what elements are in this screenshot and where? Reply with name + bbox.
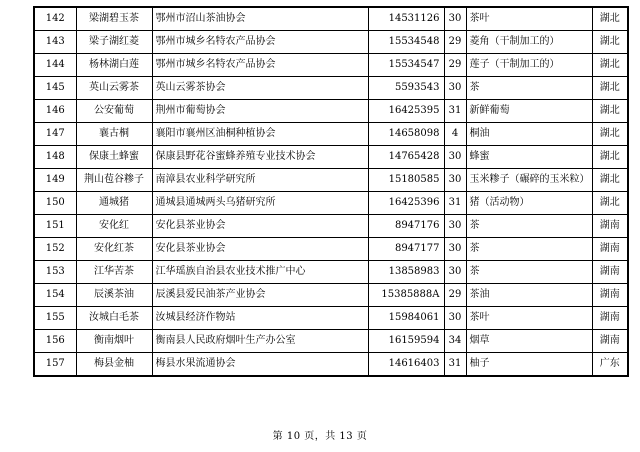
registration-number-cell: 8947177 [368, 238, 444, 261]
class-number-cell: 29 [444, 31, 466, 54]
trademark-name-cell: 衡南烟叶 [76, 330, 152, 353]
registrant-org-cell: 衡南县人民政府烟叶生产办公室 [152, 330, 368, 353]
province-cell: 广东 [592, 353, 628, 377]
trademark-name-cell: 辰溪茶油 [76, 284, 152, 307]
registration-number-cell: 14658098 [368, 123, 444, 146]
registration-number-cell: 14616403 [368, 353, 444, 377]
row-number-cell: 147 [34, 123, 76, 146]
row-number-cell: 143 [34, 31, 76, 54]
class-number-cell: 4 [444, 123, 466, 146]
table-row [34, 215, 628, 238]
trademark-name-cell: 梅县金柚 [76, 353, 152, 377]
registrant-org-cell: 汝城县经济作物站 [152, 307, 368, 330]
registrant-org-cell: 荆州市葡萄协会 [152, 100, 368, 123]
class-number-cell: 31 [444, 192, 466, 215]
product-name-cell: 茶 [466, 261, 592, 284]
province-cell: 湖南 [592, 284, 628, 307]
registration-number-cell: 15385888A [368, 284, 444, 307]
product-name-cell: 烟草 [466, 330, 592, 353]
table-row [34, 100, 628, 123]
trademark-name-cell: 公安葡萄 [76, 100, 152, 123]
province-cell: 湖南 [592, 307, 628, 330]
province-cell: 湖北 [592, 7, 628, 31]
trademark-name-cell: 汝城白毛茶 [76, 307, 152, 330]
product-name-cell: 茶 [466, 215, 592, 238]
province-cell: 湖北 [592, 123, 628, 146]
row-number-cell: 148 [34, 146, 76, 169]
class-number-cell: 29 [444, 54, 466, 77]
row-number-cell: 144 [34, 54, 76, 77]
trademark-name-cell: 通城猪 [76, 192, 152, 215]
trademark-table [33, 6, 629, 377]
table-row [34, 261, 628, 284]
table-row [34, 330, 628, 353]
trademark-name-cell: 江华苦茶 [76, 261, 152, 284]
class-number-cell: 30 [444, 77, 466, 100]
table-body [34, 7, 628, 376]
class-number-cell: 30 [444, 307, 466, 330]
registrant-org-cell: 江华瑶族自治县农业技术推广中心 [152, 261, 368, 284]
registration-number-cell: 15984061 [368, 307, 444, 330]
trademark-name-cell: 杨林湖白莲 [76, 54, 152, 77]
registrant-org-cell: 保康县野花谷蜜蜂养殖专业技术协会 [152, 146, 368, 169]
product-name-cell: 莲子（干制加工的） [466, 54, 592, 77]
class-number-cell: 30 [444, 238, 466, 261]
registration-number-cell: 15534547 [368, 54, 444, 77]
table-row [34, 307, 628, 330]
registrant-org-cell: 鄂州市城乡名特农产品协会 [152, 31, 368, 54]
registration-number-cell: 16159594 [368, 330, 444, 353]
registration-number-cell: 16425396 [368, 192, 444, 215]
registrant-org-cell: 安化县茶业协会 [152, 215, 368, 238]
row-number-cell: 142 [34, 7, 76, 31]
row-number-cell: 152 [34, 238, 76, 261]
class-number-cell: 29 [444, 284, 466, 307]
trademark-name-cell: 荆山苞谷糁子 [76, 169, 152, 192]
product-name-cell: 茶 [466, 77, 592, 100]
registration-number-cell: 15534548 [368, 31, 444, 54]
province-cell: 湖北 [592, 100, 628, 123]
registrant-org-cell: 辰溪县爱民油茶产业协会 [152, 284, 368, 307]
product-name-cell: 玉米糁子（碾碎的玉米粒） [466, 169, 592, 192]
province-cell: 湖北 [592, 54, 628, 77]
class-number-cell: 30 [444, 261, 466, 284]
trademark-name-cell: 梁湖碧玉茶 [76, 7, 152, 31]
row-number-cell: 153 [34, 261, 76, 284]
table-row [34, 238, 628, 261]
province-cell: 湖北 [592, 31, 628, 54]
row-number-cell: 151 [34, 215, 76, 238]
product-name-cell: 蜂蜜 [466, 146, 592, 169]
row-number-cell: 154 [34, 284, 76, 307]
table-row [34, 146, 628, 169]
registration-number-cell: 5593543 [368, 77, 444, 100]
product-name-cell: 茶叶 [466, 7, 592, 31]
row-number-cell: 149 [34, 169, 76, 192]
product-name-cell: 猪（活动物） [466, 192, 592, 215]
province-cell: 湖南 [592, 261, 628, 284]
page-footer: 第 10 页，共 13 页 [272, 431, 368, 442]
row-number-cell: 155 [34, 307, 76, 330]
province-cell: 湖北 [592, 146, 628, 169]
province-cell: 湖北 [592, 169, 628, 192]
row-number-cell: 145 [34, 77, 76, 100]
class-number-cell: 30 [444, 146, 466, 169]
product-name-cell: 茶叶 [466, 307, 592, 330]
row-number-cell: 157 [34, 353, 76, 377]
class-number-cell: 31 [444, 100, 466, 123]
registration-number-cell: 16425395 [368, 100, 444, 123]
table-row [34, 169, 628, 192]
class-number-cell: 30 [444, 215, 466, 238]
registrant-org-cell: 鄂州市城乡名特农产品协会 [152, 54, 368, 77]
product-name-cell: 柚子 [466, 353, 592, 377]
registration-number-cell: 15180585 [368, 169, 444, 192]
province-cell: 湖南 [592, 238, 628, 261]
registrant-org-cell: 襄阳市襄州区油桐种植协会 [152, 123, 368, 146]
row-number-cell: 146 [34, 100, 76, 123]
province-cell: 湖北 [592, 77, 628, 100]
table-row [34, 31, 628, 54]
registration-number-cell: 14531126 [368, 7, 444, 31]
table-row [34, 7, 628, 31]
trademark-name-cell: 安化红茶 [76, 238, 152, 261]
table-row [34, 123, 628, 146]
class-number-cell: 30 [444, 169, 466, 192]
product-name-cell: 菱角（干制加工的） [466, 31, 592, 54]
province-cell: 湖北 [592, 192, 628, 215]
class-number-cell: 30 [444, 7, 466, 31]
class-number-cell: 34 [444, 330, 466, 353]
province-cell: 湖南 [592, 330, 628, 353]
trademark-name-cell: 梁子湖红菱 [76, 31, 152, 54]
province-cell: 湖南 [592, 215, 628, 238]
registrant-org-cell: 英山云雾茶协会 [152, 77, 368, 100]
registrant-org-cell: 南漳县农业科学研究所 [152, 169, 368, 192]
trademark-name-cell: 保康土蜂蜜 [76, 146, 152, 169]
registrant-org-cell: 梅县水果流通协会 [152, 353, 368, 377]
table-row [34, 54, 628, 77]
table-row [34, 192, 628, 215]
table-row [34, 284, 628, 307]
table-row [34, 77, 628, 100]
table-row [34, 353, 628, 377]
product-name-cell: 茶 [466, 238, 592, 261]
product-name-cell: 茶油 [466, 284, 592, 307]
row-number-cell: 156 [34, 330, 76, 353]
registrant-org-cell: 鄂州市沼山茶油协会 [152, 7, 368, 31]
class-number-cell: 31 [444, 353, 466, 377]
trademark-name-cell: 英山云雾茶 [76, 77, 152, 100]
row-number-cell: 150 [34, 192, 76, 215]
registrant-org-cell: 安化县茶业协会 [152, 238, 368, 261]
trademark-name-cell: 安化红 [76, 215, 152, 238]
product-name-cell: 新鲜葡萄 [466, 100, 592, 123]
trademark-name-cell: 襄古桐 [76, 123, 152, 146]
registrant-org-cell: 通城县通城两头乌猪研究所 [152, 192, 368, 215]
product-name-cell: 桐油 [466, 123, 592, 146]
registration-number-cell: 13858983 [368, 261, 444, 284]
registration-number-cell: 14765428 [368, 146, 444, 169]
registration-number-cell: 8947176 [368, 215, 444, 238]
